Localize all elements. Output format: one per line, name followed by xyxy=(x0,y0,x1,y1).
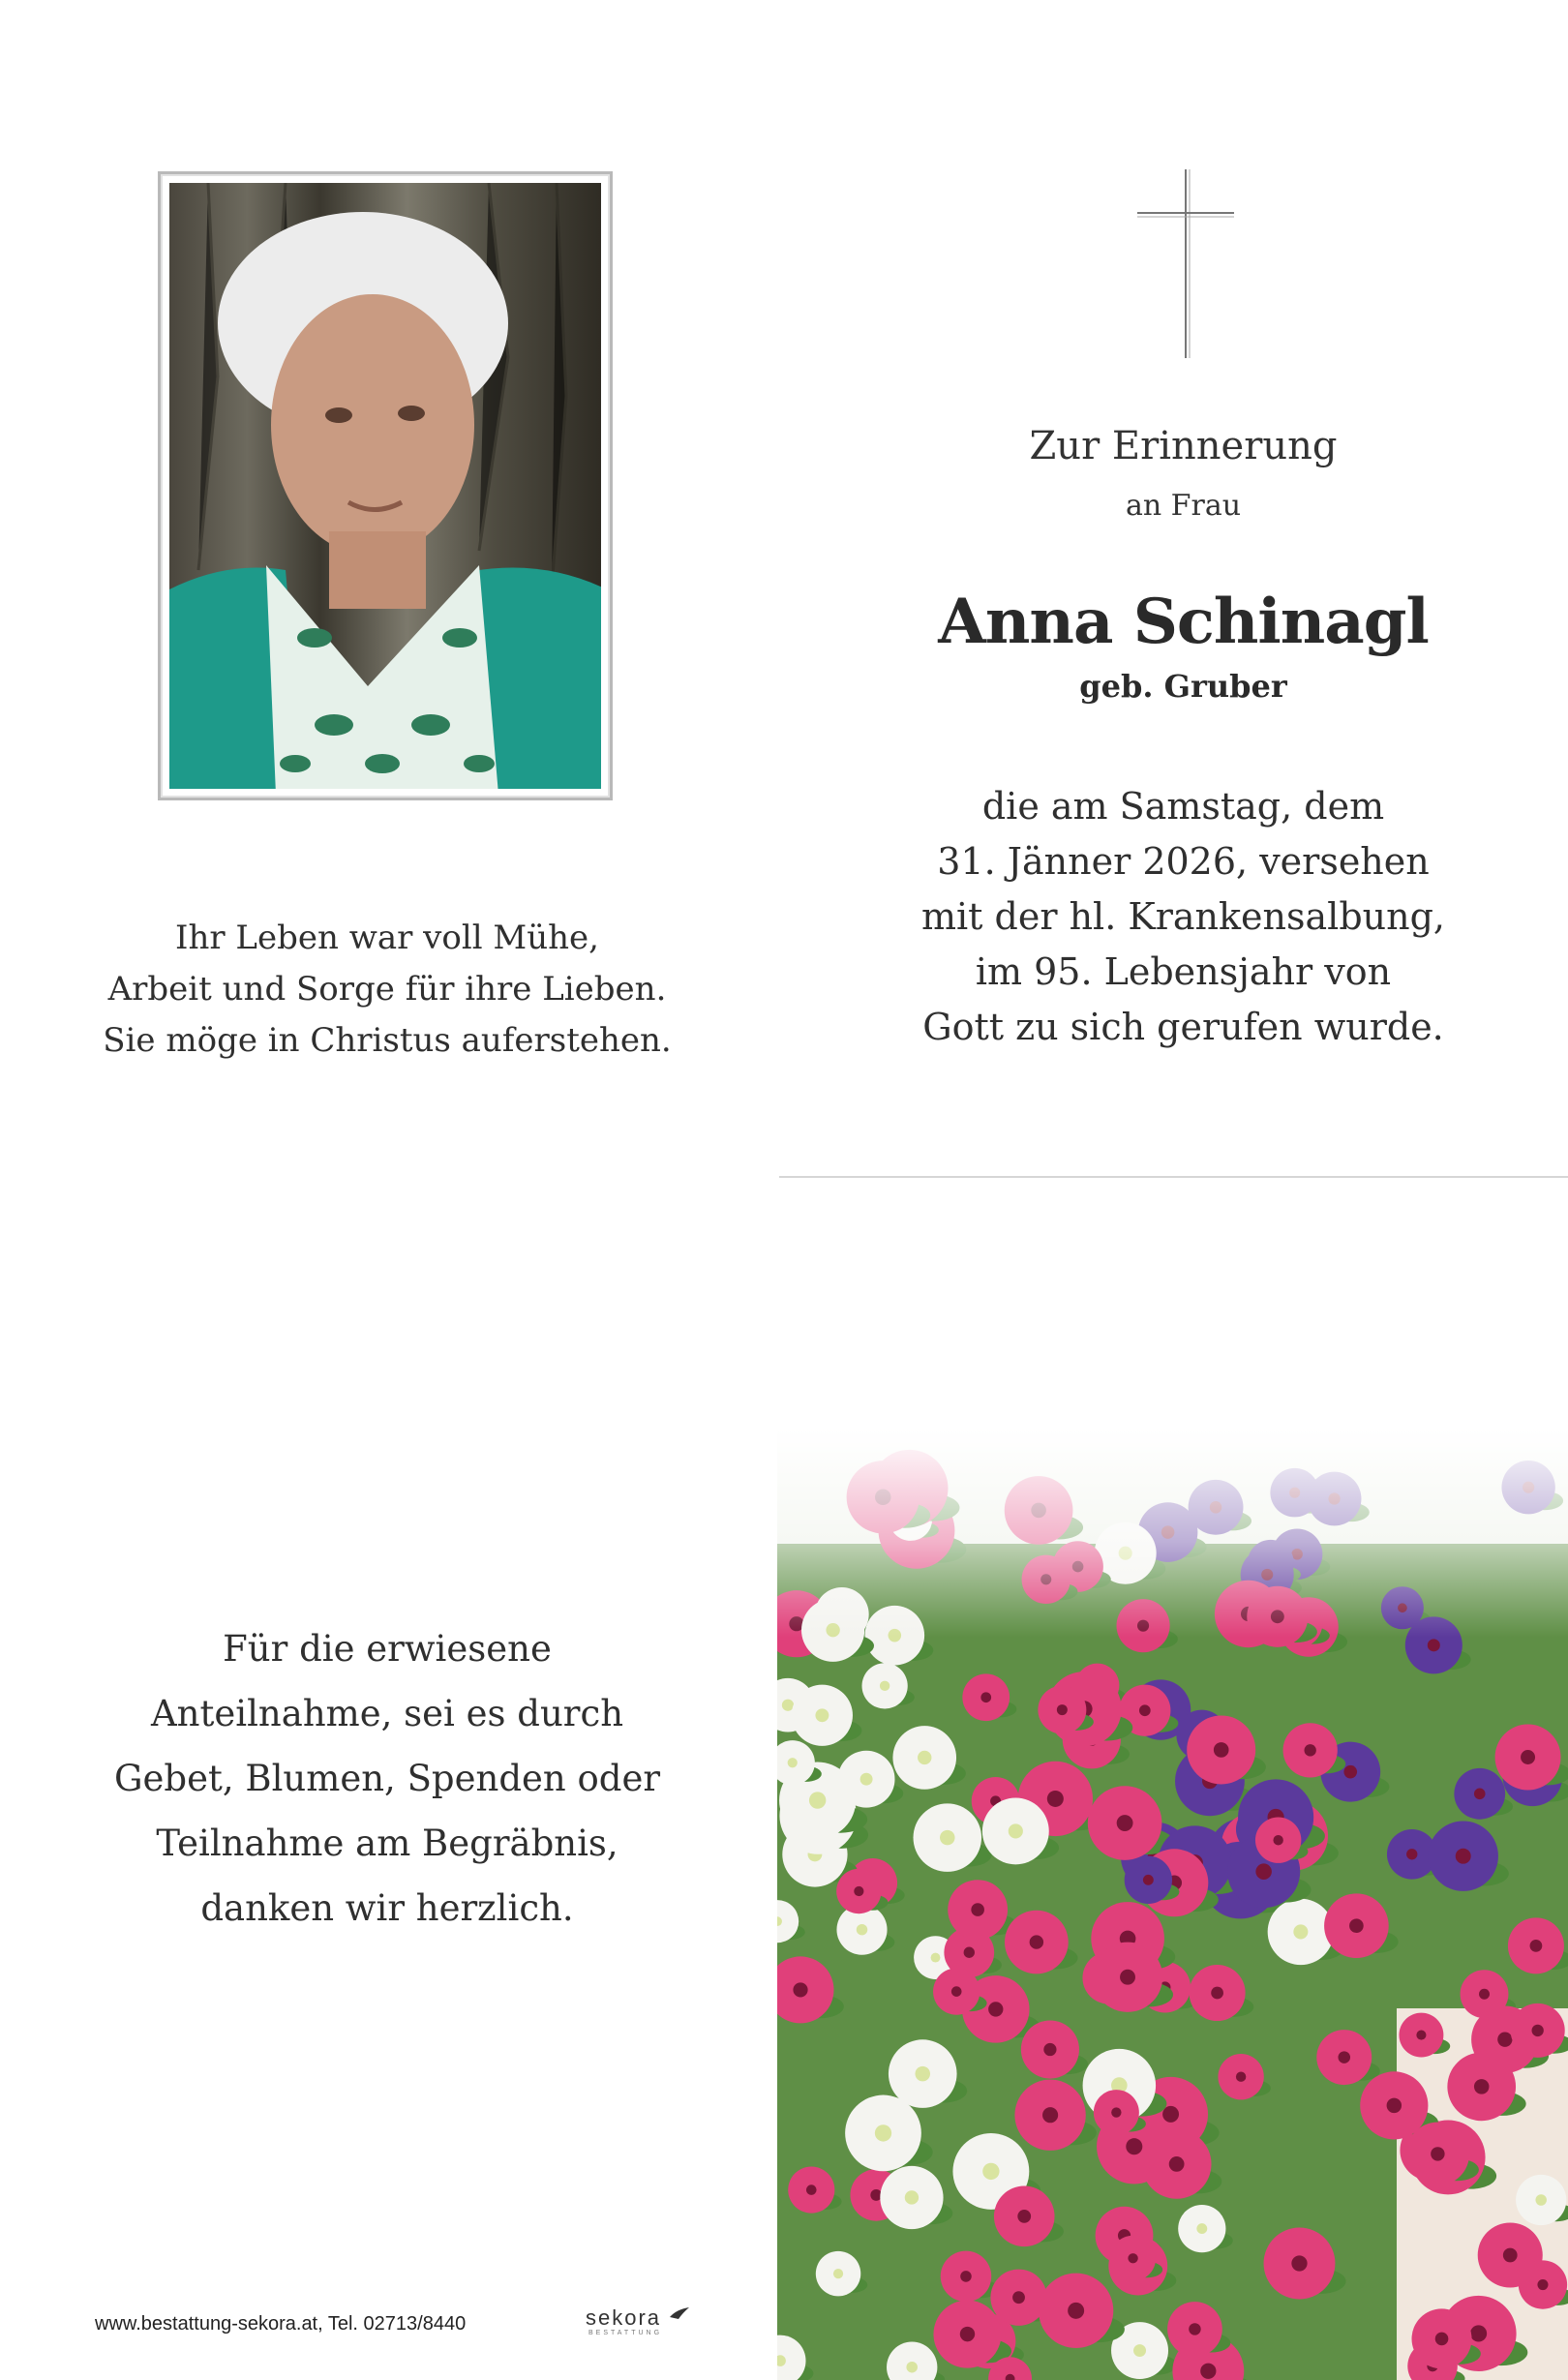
petunia-flowers-illustration xyxy=(777,1428,1568,2380)
fold-divider xyxy=(779,1176,1568,1178)
memorial-verse xyxy=(68,913,707,1067)
thanks-line: Teilnahme am Begräbnis, xyxy=(156,1823,618,1864)
logo-text: sekora xyxy=(586,2305,662,2330)
death-notice xyxy=(871,779,1495,1055)
memory-subtitle: an Frau xyxy=(1125,489,1242,523)
portrait-illustration xyxy=(169,183,601,789)
funeral-home-contact: www.bestattung-sekora.at, Tel. 02713/8440 xyxy=(95,2313,467,2335)
deceased-name: Anna Schinagl xyxy=(938,586,1429,658)
thanks-text xyxy=(77,1616,697,1941)
thanks-line: Gebet, Blumen, Spenden oder xyxy=(113,1758,661,1799)
memory-title: Zur Erinnerung xyxy=(1029,424,1338,468)
death-notice-line: mit der hl. Krankensalbung, xyxy=(920,895,1446,938)
death-notice-line: 31. Jänner 2026, versehen xyxy=(937,840,1430,883)
verse-line: Sie möge in Christus auferstehen. xyxy=(103,1021,672,1060)
death-notice-line: im 95. Lebensjahr von xyxy=(975,950,1392,993)
portrait-photo xyxy=(169,183,601,789)
logo-subtitle: BESTATTUNG xyxy=(588,2330,663,2336)
bird-icon xyxy=(669,2305,690,2321)
verse-line: Arbeit und Sorge für ihre Lieben. xyxy=(107,970,667,1009)
maiden-name: geb. Gruber xyxy=(1079,668,1287,705)
thanks-line: danken wir herzlich. xyxy=(200,1887,574,1929)
flower-image xyxy=(777,1428,1568,2380)
death-notice-line: Gott zu sich gerufen wurde. xyxy=(922,1006,1444,1048)
portrait-frame xyxy=(158,171,613,800)
thanks-line: Anteilnahme, sei es durch xyxy=(150,1693,624,1734)
verse-line: Ihr Leben war voll Mühe, xyxy=(175,919,599,957)
thanks-line: Für die erwiesene xyxy=(223,1628,552,1670)
death-notice-line: die am Samstag, dem xyxy=(981,785,1385,828)
cross-icon xyxy=(1137,169,1234,358)
funeral-home-logo xyxy=(586,2305,690,2331)
